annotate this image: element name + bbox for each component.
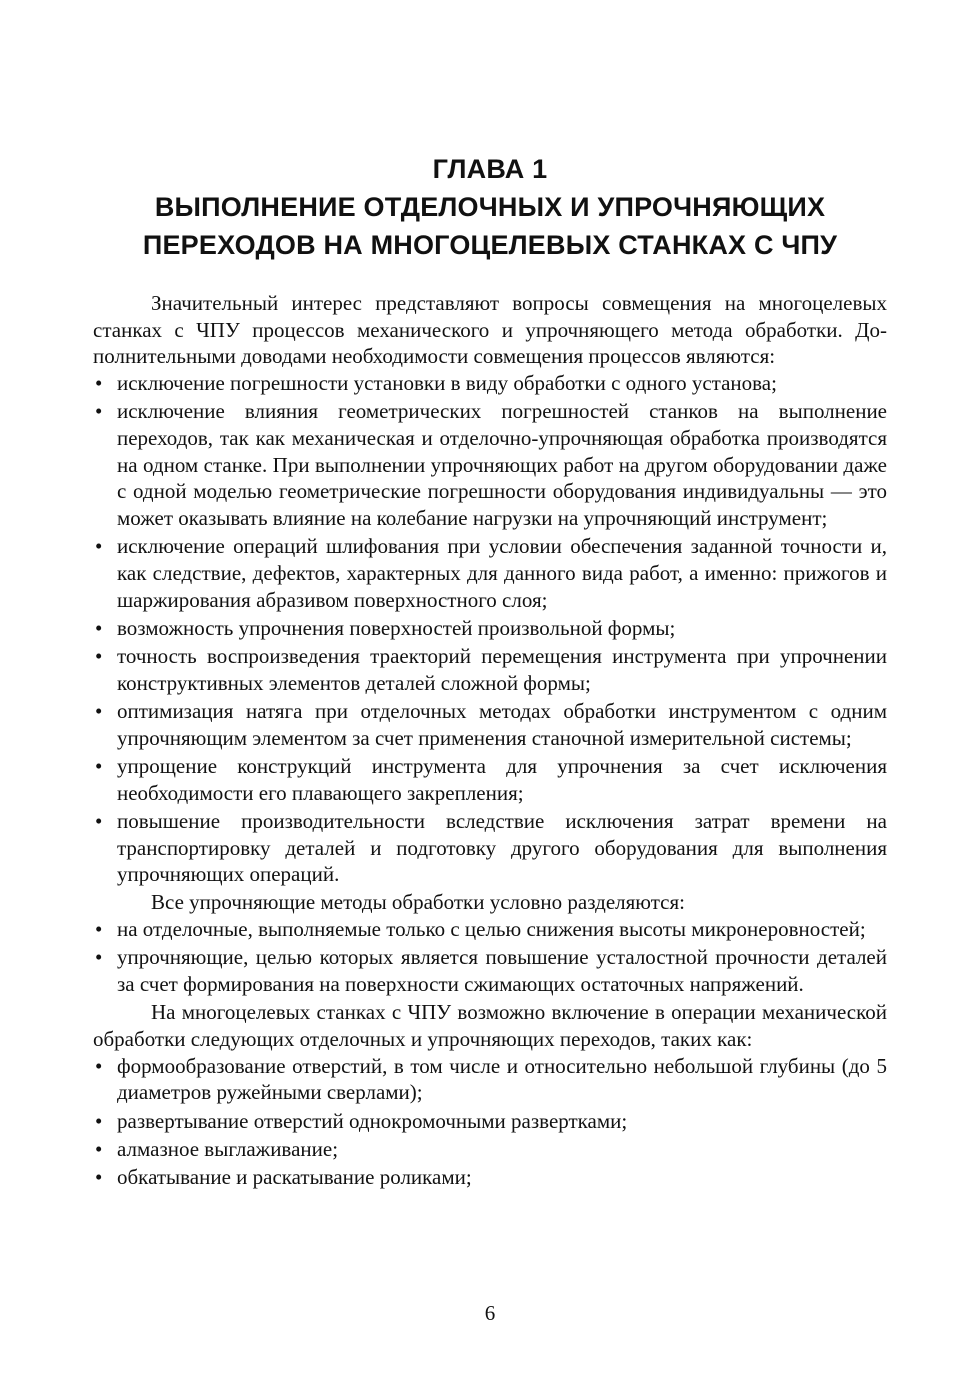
bullet-icon: • xyxy=(95,615,103,640)
list-item-text: формообразование отверстий, в том числе и относительно небольшой глубины (до 5 диаметров ружейными сверлами); xyxy=(117,1053,887,1105)
intro-paragraph: Значительный интерес представляют вопросы совмещения на многоцелевых станках с ЧПУ процессов механического и упрочняющего метода обработки. Дополнительными доводами необходимости совмещения процессов являются: xyxy=(93,291,887,369)
page-content xyxy=(93,150,887,1192)
list-item xyxy=(93,753,887,806)
list-item xyxy=(93,1136,887,1163)
list-item xyxy=(93,615,887,642)
bullet-icon: • xyxy=(95,753,103,778)
list-item xyxy=(93,808,887,888)
list-item-text: на отделочные, выполняемые только с целью снижения высоты микронеровностей; xyxy=(117,917,866,942)
list-item xyxy=(93,643,887,696)
page-number: 6 xyxy=(484,1301,496,1325)
bullet-icon: • xyxy=(95,699,103,724)
bullet-icon: • xyxy=(95,945,103,970)
list-item-text: возможность упрочнения поверхностей произвольной формы; xyxy=(117,615,676,640)
list-item xyxy=(93,1108,887,1135)
list-item-text: развертывание отверстий однокромочными развертками; xyxy=(117,1108,628,1133)
list-item-text: исключение операций шлифования при условии обеспечения заданной точности и, как следствие, дефектов, характерных для данного вида работ, а именно: прижогов и шаржирования абразивом поверхностного слоя; xyxy=(117,534,887,612)
list-item xyxy=(93,916,887,943)
operations-paragraph: На многоцелевых станках с ЧПУ возможно включение в операции механической обработки следующих отделочных и упрочняющих переходов, таких как: xyxy=(93,1000,887,1051)
list-item xyxy=(93,944,887,997)
list-item xyxy=(93,1164,887,1191)
chapter-title-line-2: ПЕРЕХОДОВ НА МНОГОЦЕЛЕВЫХ СТАНКАХ С ЧПУ xyxy=(142,230,838,260)
bullet-icon: • xyxy=(95,1136,103,1161)
methods-paragraph: Все упрочняющие методы обработки условно разделяются: xyxy=(151,890,685,915)
advantages-list xyxy=(93,370,887,888)
chapter-title-line-1: ВЫПОЛНЕНИЕ ОТДЕЛОЧНЫХ И УПРОЧНЯЮЩИХ xyxy=(154,192,826,222)
bullet-icon: • xyxy=(95,917,103,942)
bullet-icon: • xyxy=(95,534,103,559)
bullet-icon: • xyxy=(95,1053,103,1078)
list-item-text: обкатывание и раскатывание роликами; xyxy=(117,1165,472,1189)
list-item xyxy=(93,398,887,532)
list-item-text: алмазное выглаживание; xyxy=(117,1136,339,1161)
list-item-text: повышение производительности вследствие исключения затрат времени на транспортировку деталей и подготовку другого оборудования для выполнения упрочняющих операций. xyxy=(117,808,887,887)
bullet-icon: • xyxy=(95,808,103,833)
list-item-text: точность воспроизведения траекторий перемещения инструмента при упрочнении конструктивных элементов деталей сложной формы; xyxy=(117,644,887,695)
bullet-icon: • xyxy=(95,644,103,669)
list-item-text: исключение погрешности установки в виду обработки с одного установа; xyxy=(117,371,777,396)
list-item-text: оптимизация натяга при отделочных методах обработки инструментом с одним упрочняющим элементом за счет применения станочной измерительной системы; xyxy=(117,699,887,750)
bullet-icon: • xyxy=(95,371,103,396)
list-item xyxy=(93,1053,887,1106)
bullet-icon: • xyxy=(95,1108,103,1133)
chapter-number: ГЛАВА 1 xyxy=(432,154,548,184)
list-item-text: упрочняющие, целью которых является повышение усталостной прочности деталей за счет формирования на поверхности сжимающих остаточных напряжений. xyxy=(117,945,887,997)
bullet-icon: • xyxy=(95,1165,103,1189)
list-item xyxy=(93,370,887,397)
list-item-text: упрощение конструкций инструмента для упрочнения за счет исключения необходимости его плавающего закрепления; xyxy=(117,753,887,805)
methods-list xyxy=(93,916,887,998)
bullet-icon: • xyxy=(95,399,103,424)
list-item xyxy=(93,698,887,751)
chapter-heading xyxy=(93,150,887,264)
operations-list xyxy=(93,1053,887,1191)
list-item-text: исключение влияния геометрических погрешностей станков на выполнение переходов, так как механическая и отделочно-упрочняющая обработка производятся на одном станке. При выполнении упрочняющих работ на другом оборудовании даже с одной моделью геометрические погрешности оборудования индивидуальны — это может оказывать влияние на колебание нагрузки на упрочняющий инструмент; xyxy=(117,399,887,531)
list-item xyxy=(93,533,887,613)
